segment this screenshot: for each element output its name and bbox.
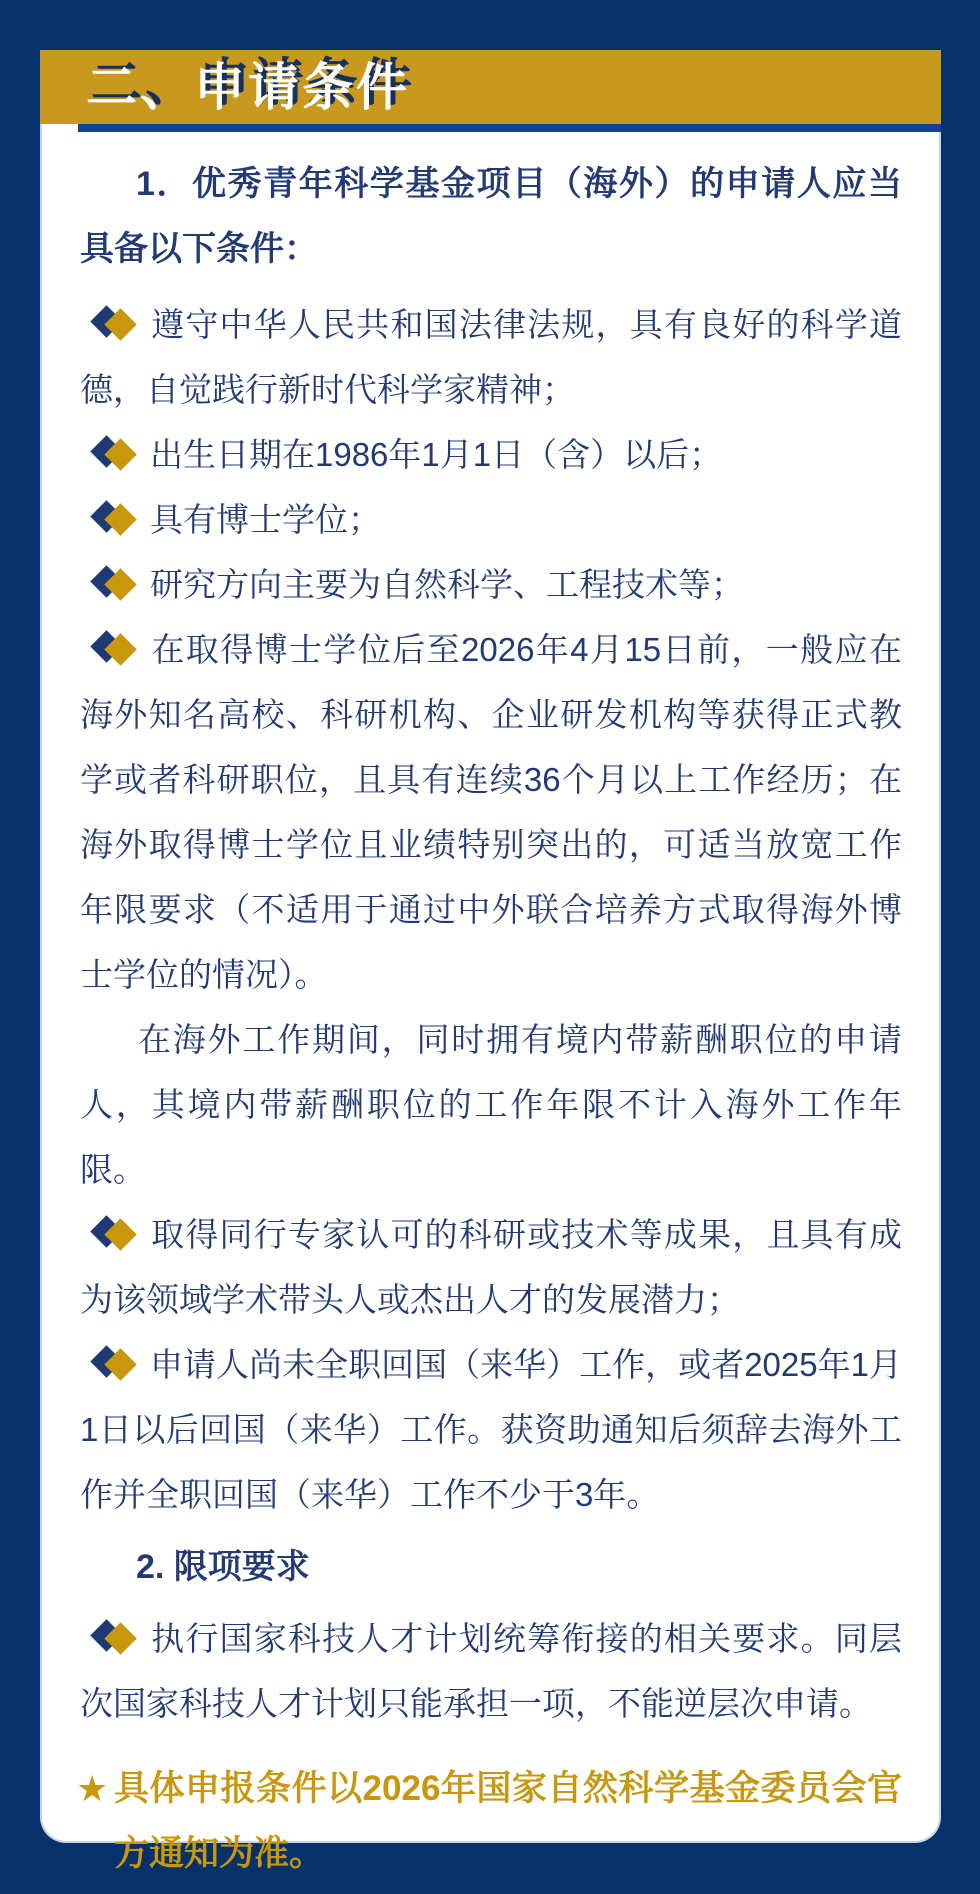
limit-item-1 [80, 1606, 902, 1736]
condition-text: 研究方向主要为自然科学、工程技术等； [150, 566, 744, 603]
section-banner [40, 50, 941, 124]
note-text: 具体申报条件以2026年国家自然科学基金委员会官方通知为准。 [114, 1769, 902, 1873]
condition-text: 申请人尚未全职回国（来华）工作，或者2025年1月1日以后回国（来华）工作。获资助通知后须辞去海外工作并全职回国（来华）工作不少于3年。 [80, 1346, 902, 1513]
banner-underline [78, 124, 941, 132]
condition-text: 出生日期在1986年1月1日（含）以后； [150, 436, 723, 473]
condition-text: 取得同行专家认可的科研或技术等成果，且具有成为该领域学术带头人或杰出人才的发展潜力； [80, 1216, 902, 1318]
supplementary-paragraph: 在海外工作期间，同时拥有境内带薪酬职位的申请人，其境内带薪酬职位的工作年限不计入海外工作年限。 [80, 1021, 902, 1188]
condition-item-6 [80, 1202, 902, 1332]
condition-text: 具有博士学位； [150, 501, 381, 538]
diamond-bullet-icon [94, 1618, 142, 1656]
section-title: 二、申请条件 [86, 59, 411, 116]
diamond-bullet-icon [94, 1344, 142, 1382]
diamond-bullet-icon [94, 304, 142, 342]
diamond-bullet-icon [94, 434, 142, 472]
star-icon: ★ [76, 1768, 109, 1809]
diamond-bullet-icon [94, 1214, 142, 1252]
condition-item-7 [80, 1332, 902, 1527]
subsection-heading-2: 2. 限项要求 [136, 1548, 310, 1586]
official-note [76, 1756, 902, 1886]
diamond-bullet-icon [94, 499, 142, 537]
diamond-bullet-icon [94, 629, 142, 667]
condition-item-1 [80, 292, 902, 422]
condition-item-3 [80, 487, 902, 552]
condition-text: 在取得博士学位后至2026年4月15日前，一般应在海外知名高校、科研机构、企业研发机构等获得正式教学或者科研职位，且具有连续36个月以上工作经历；在海外取得博士学位且业绩特别突出的，可适当放宽工作年限要求（不适用于通过中外联合培养方式取得海外博士学位的情况）。 [80, 631, 902, 993]
condition-text: 执行国家科技人才计划统筹衔接的相关要求。同层次国家科技人才计划只能承担一项，不能逆层次申请。 [80, 1620, 902, 1722]
subsection-heading-1: 1．优秀青年科学基金项目（海外）的申请人应当具备以下条件： [80, 165, 902, 268]
condition-item-5 [80, 617, 902, 1007]
diamond-bullet-icon [94, 564, 142, 602]
conditions-content [76, 152, 902, 1886]
condition-text: 遵守中华人民共和国法律法规，具有良好的科学道德，自觉践行新时代科学家精神； [80, 306, 902, 408]
condition-item-2 [80, 422, 902, 487]
condition-item-4 [80, 552, 902, 617]
